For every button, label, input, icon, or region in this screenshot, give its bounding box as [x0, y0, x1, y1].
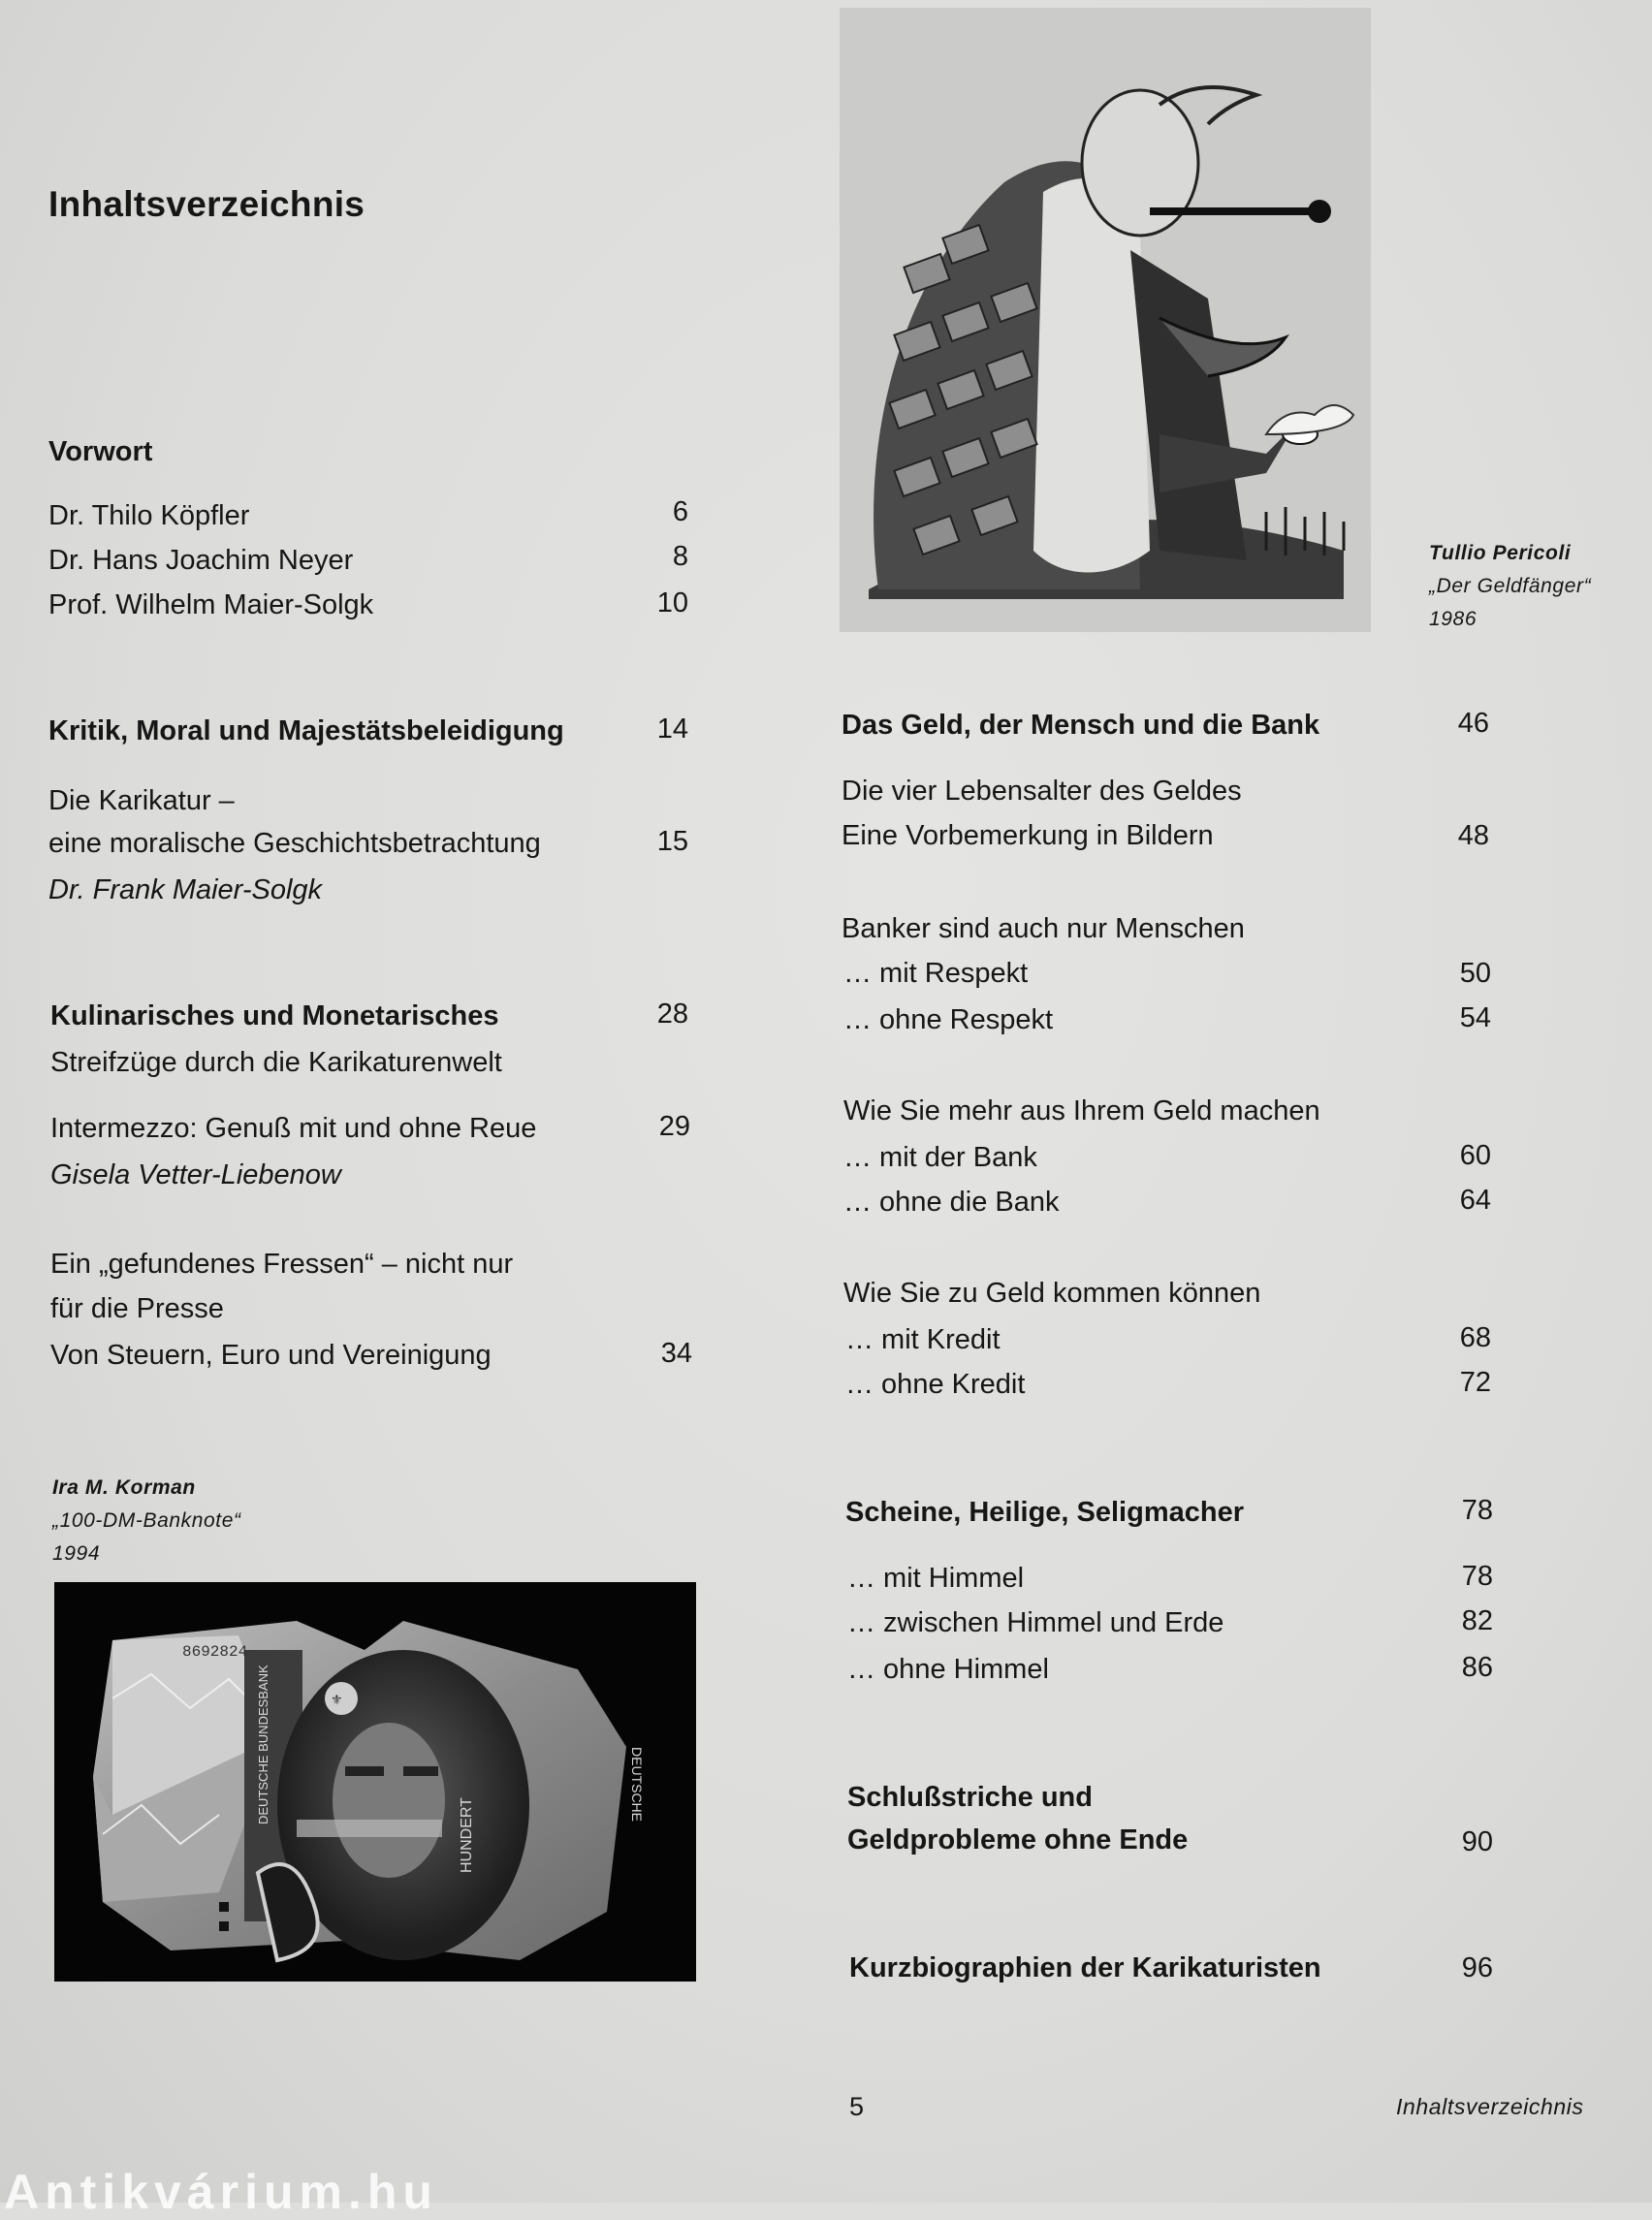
toc-entry: Wie Sie zu Geld kommen können — [843, 1278, 1261, 1309]
toc-page-number: 82 — [1461, 1605, 1493, 1636]
toc-page-number: 90 — [1461, 1826, 1493, 1857]
footer-page-number: 5 — [849, 2092, 865, 2121]
toc-page-number: 68 — [1459, 1322, 1491, 1353]
toc-page-number: 46 — [1457, 708, 1489, 739]
caption-year: 1994 — [52, 1542, 101, 1565]
toc-page-number: 78 — [1461, 1561, 1493, 1592]
banknote-illustration — [54, 1582, 696, 1982]
toc-entry: … ohne Himmel — [847, 1654, 1049, 1685]
toc-entry: … ohne Respekt — [843, 1004, 1054, 1035]
banknote-artwork — [54, 1582, 696, 1982]
toc-subtitle: Streifzüge durch die Karikaturenwelt — [50, 1047, 502, 1078]
caption-work: „Der Geldfänger“ — [1429, 575, 1592, 597]
toc-page-number: 78 — [1461, 1495, 1493, 1526]
toc-page-number: 34 — [660, 1338, 692, 1369]
caption-artist: Tullio Pericoli — [1429, 542, 1572, 564]
section-heading-kritik: Kritik, Moral und Majestätsbeleidigung — [48, 715, 564, 746]
section-heading-kurzbio: Kurzbiographien der Karikaturisten — [849, 1952, 1321, 1983]
watermark: Antikvárium.hu — [4, 2165, 438, 2219]
toc-entry: Die Karikatur – — [48, 785, 235, 816]
toc-page-number: 50 — [1459, 958, 1491, 989]
toc-author: Dr. Frank Maier-Solgk — [48, 874, 323, 905]
banknote-bank: DEUTSCHE BUNDESBANK — [256, 1665, 270, 1824]
section-heading-vorwort: Vorwort — [48, 436, 153, 467]
toc-entry: für die Presse — [50, 1293, 224, 1324]
toc-page-number: 54 — [1459, 1002, 1491, 1033]
toc-page-number: 29 — [658, 1111, 690, 1142]
toc-entry: … mit der Bank — [843, 1142, 1037, 1173]
caption-artist: Ira M. Korman — [52, 1476, 196, 1499]
page-title: Inhaltsverzeichnis — [48, 184, 365, 224]
toc-page-number: 48 — [1457, 820, 1489, 851]
toc-page-number: 8 — [672, 541, 688, 572]
toc-entry: Wie Sie mehr aus Ihrem Geld machen — [843, 1095, 1320, 1126]
section-heading-scheine: Scheine, Heilige, Seligmacher — [845, 1497, 1244, 1528]
toc-page-number: 28 — [656, 999, 688, 1030]
toc-entry: Dr. Thilo Köpfler — [48, 500, 250, 531]
toc-entry: Dr. Hans Joachim Neyer — [48, 545, 354, 576]
toc-entry: … zwischen Himmel und Erde — [847, 1607, 1224, 1638]
banknote-word: HUNDERT — [459, 1797, 475, 1873]
banknote-word-2: DEUTSCHE — [629, 1747, 645, 1823]
toc-entry: … mit Himmel — [847, 1563, 1025, 1594]
caption-left — [52, 1472, 241, 1570]
illustration-geldfaenger-drawing — [840, 8, 1371, 632]
caption-year: 1986 — [1429, 608, 1477, 630]
caption-right — [1429, 537, 1591, 636]
toc-page-number: 6 — [672, 496, 688, 527]
banknote-serial: 8692824 — [182, 1643, 248, 1661]
toc-page-number: 96 — [1461, 1952, 1493, 1983]
toc-entry: Die vier Lebensalter des Geldes — [842, 776, 1242, 807]
section-heading-geld: Das Geld, der Mensch und die Bank — [842, 710, 1320, 741]
toc-entry: Ein „gefundenes Fressen“ – nicht nur — [50, 1249, 514, 1280]
toc-entry: Eine Vorbemerkung in Bildern — [842, 820, 1214, 851]
toc-page-number: 10 — [656, 587, 688, 618]
toc-entry: … ohne die Bank — [843, 1187, 1060, 1218]
toc-entry: Prof. Wilhelm Maier-Solgk — [48, 589, 374, 620]
toc-entry: … mit Kredit — [845, 1324, 1001, 1355]
toc-entry: eine moralische Geschichtsbetrachtung — [48, 828, 541, 859]
illustration-geldfaenger — [840, 8, 1371, 632]
toc-entry: Banker sind auch nur Menschen — [842, 913, 1245, 944]
toc-entry: … mit Respekt — [843, 958, 1029, 989]
caption-work: „100-DM-Banknote“ — [52, 1509, 241, 1532]
toc-entry: Intermezzo: Genuß mit und ohne Reue — [50, 1113, 537, 1144]
section-heading-kulinarisch: Kulinarisches und Monetarisches — [50, 1000, 499, 1031]
toc-author: Gisela Vetter-Liebenow — [50, 1159, 341, 1190]
footer-label: Inhaltsverzeichnis — [1396, 2094, 1584, 2119]
svg-text:⚜: ⚜ — [331, 1692, 343, 1707]
section-heading-schluss: Schlußstriche und — [847, 1782, 1093, 1813]
toc-page-number: 72 — [1459, 1367, 1491, 1398]
toc-page-number: 15 — [656, 826, 688, 857]
toc-entry: … ohne Kredit — [845, 1369, 1026, 1400]
toc-page-number: 60 — [1459, 1140, 1491, 1171]
toc-page-number: 14 — [656, 714, 688, 745]
toc-page-number: 86 — [1461, 1652, 1493, 1683]
toc-entry: Von Steuern, Euro und Vereinigung — [50, 1340, 492, 1371]
toc-page-number: 64 — [1459, 1185, 1491, 1216]
section-heading-schluss-2: Geldprobleme ohne Ende — [847, 1824, 1189, 1855]
